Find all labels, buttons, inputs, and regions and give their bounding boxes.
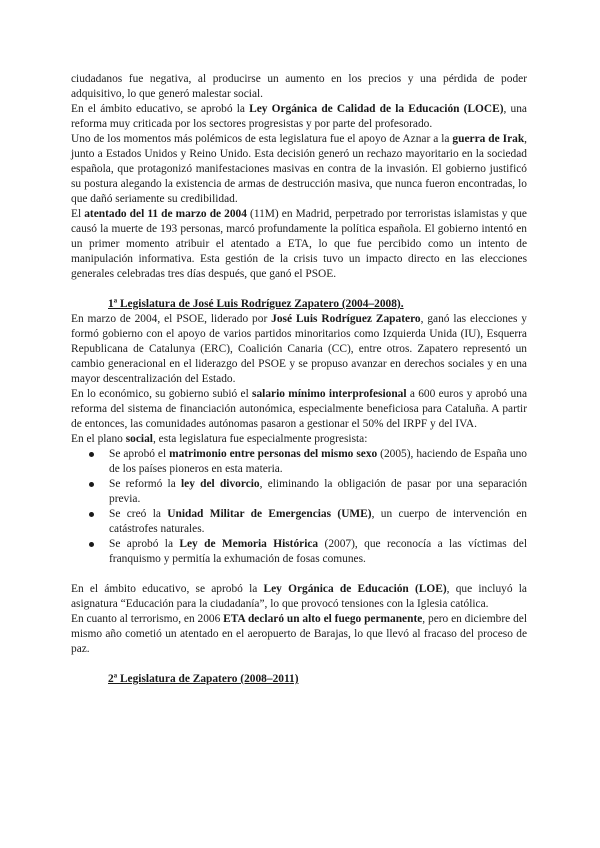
list-item [71, 507, 527, 537]
bullet-icon [89, 512, 94, 517]
paragraph-11m [71, 207, 527, 282]
list-item [71, 447, 527, 477]
text: En el ámbito educativo, se aprobó la [71, 583, 264, 595]
text: , eliminando la obligación de pasar por una separación previa. [109, 478, 528, 505]
text: Se reformó la [109, 478, 182, 490]
bold-text: ley del divorcio [181, 478, 260, 490]
spacer [71, 282, 527, 297]
paragraph-irak [71, 132, 527, 207]
text: , pero en diciembre del mismo año cometió un atentado en el aeropuerto de Barajas, lo que llevó al fracaso del proceso de paz. [71, 613, 527, 655]
bold-text: José Luis Rodríguez Zapatero [271, 313, 421, 325]
paragraph-inflation: ciudadanos fue negativa, al producirse un aumento en los precios y una pérdida de poder adquisitivo, lo que generó malestar social. [71, 73, 527, 100]
text: (2005), haciendo de España uno de los países pioneros en esta materia. [109, 448, 527, 475]
text: , junto a Estados Unidos y Reino Unido. Esta decisión generó un rechazo mayoritario en la sociedad española, que protagonizó manifestaciones masivas en contra de la invasión. El gobierno justificó su postura alegando la existencia de armas de destrucción masiva, que nunca fueron encontradas, lo que dañó seriamente su credibilidad. [71, 133, 528, 205]
list-item [71, 477, 527, 507]
list-item [71, 537, 527, 567]
bold-text: guerra de Irak [452, 133, 525, 145]
text: En cuanto al terrorismo, en 2006 [71, 613, 224, 625]
text: En lo económico, su gobierno subió el [71, 388, 253, 400]
text: , ganó las elecciones y formó gobierno con el apoyo de varios partidos minoritarios como Izquierda Unida (IU), Esquerra Republicana de Catalunya (ERC), Coalición Canaria (CC), entre otros. Zapatero representó un cambio generacional en el liderazgo del PSOE y se propuso avanzar en derechos sociales y en una mayor descentralización del Estado. [71, 313, 527, 385]
bold-text: Ley de Memoria Histórica [179, 538, 319, 550]
text: Uno de los momentos más polémicos de esta legislatura fue el apoyo de Aznar a la [71, 133, 453, 145]
text: (11M) en Madrid, perpetrado por terroristas islamistas y que causó la muerte de 193 personas, marcó profundamente la política española. El gobierno intentó en un primer momento atribuir el atentado a ETA, lo que fue percibido como un intento de manipulación informativa. Esta gestión de la crisis tuvo un impacto directo en las elecciones generales celebradas tres días después, que ganó el PSOE. [71, 208, 527, 280]
paragraph-eta [71, 612, 527, 657]
text: En el plano [71, 433, 126, 445]
bullet-icon [89, 452, 94, 457]
text: En marzo de 2004, el PSOE, liderado por [71, 313, 272, 325]
text: , esta legislatura fue especialmente progresista: [152, 433, 368, 445]
text: Se aprobó el [109, 448, 170, 460]
document-body [71, 72, 527, 687]
section-heading-zapatero-1: 1ª Legislatura de José Luis Rodríguez Zapatero (2004–2008). [108, 298, 404, 310]
bold-text: atentado del 11 de marzo de 2004 [84, 208, 247, 220]
spacer [71, 657, 527, 672]
paragraph-loce [71, 102, 527, 132]
bold-text: Ley Orgánica de Educación (LOE) [263, 583, 447, 595]
bullet-list [71, 447, 527, 567]
section-heading-zapatero-2: 2ª Legislatura de Zapatero (2008–2011) [108, 673, 299, 685]
bullet-icon [89, 482, 94, 487]
paragraph-loe [71, 582, 527, 612]
bold-text: social [125, 433, 153, 445]
bold-text: Unidad Militar de Emergencias (UME) [167, 508, 372, 520]
text: Se creó la [109, 508, 168, 520]
text: (2007), que reconocía a las víctimas del franquismo y permitía la exhumación de fosas comunes. [109, 538, 527, 565]
bold-text: salario mínimo interprofesional [252, 388, 407, 400]
text: a 600 euros y aprobó una reforma del sistema de financiación autonómica, especialmente beneficiosa para Cataluña. A partir de entonces, las comunidades autónomas pasaron a gestionar el 50% del IRPF y del IVA. [71, 388, 528, 430]
bold-text: Ley Orgánica de Calidad de la Educación (LOCE) [249, 103, 504, 115]
bullet-icon [89, 542, 94, 547]
paragraph-economia [71, 387, 527, 432]
paragraph-psoe [71, 312, 527, 387]
paragraph-social [71, 432, 527, 447]
spacer [71, 567, 527, 582]
bold-text: ETA declaró un alto el fuego permanente [223, 613, 423, 625]
text: El [71, 208, 85, 220]
text: En el ámbito educativo, se aprobó la [71, 103, 250, 115]
text: Se aprobó la [109, 538, 180, 550]
bold-text: matrimonio entre personas del mismo sexo [169, 448, 378, 460]
text: , que incluyó la asignatura “Educación para la ciudadanía”, lo que provocó tensiones con la Iglesia católica. [71, 583, 527, 610]
text: , una reforma muy criticada por los sectores progresistas y por parte del profesorado. [71, 103, 527, 130]
text: , un cuerpo de intervención en catástrofes naturales. [109, 508, 527, 535]
